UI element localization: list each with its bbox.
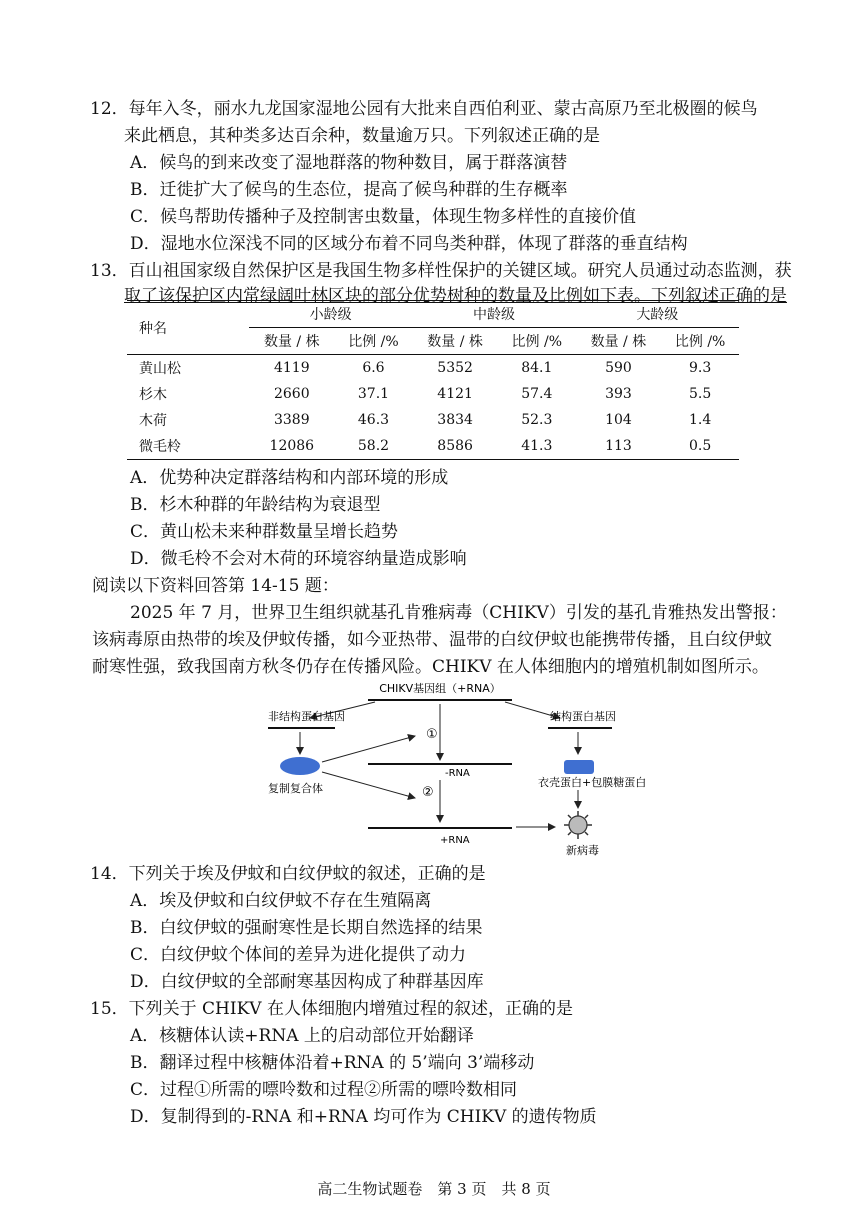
- table-sub-count: 数量 / 株: [576, 328, 662, 355]
- table-cell: 104: [605, 412, 632, 428]
- table-cell: 4121: [437, 386, 473, 402]
- q12-option-c: C．候鸟帮助传播种子及控制害虫数量，体现生物多样性的直接价值: [130, 207, 637, 227]
- table-row: [127, 381, 739, 407]
- table-cell: 3834: [437, 412, 473, 428]
- table-cell: 84.1: [521, 360, 553, 376]
- q12-option-d: D．湿地水位深浅不同的区域分布着不同鸟类种群，体现了群落的垂直结构: [130, 234, 688, 254]
- pos-rna-label: +RNA: [440, 835, 470, 846]
- table-cell: 52.3: [521, 412, 553, 428]
- table-row: [127, 433, 739, 460]
- q14-stem: 14．下列关于埃及伊蚊和白纹伊蚊的叙述，正确的是: [90, 864, 486, 884]
- reading-para-line1: 2025 年 7 月，世界卫生组织就基孔肯雅病毒（CHIKV）引发的基孔肯雅热发出警报：: [130, 603, 787, 623]
- table-cell: 9.3: [688, 360, 712, 376]
- table-cell: 41.3: [498, 433, 576, 460]
- q13-stem-line1: 13．百山祖国家级自然保护区是我国生物多样性保护的关键区域。研究人员通过动态监测，获: [90, 261, 792, 281]
- table-sub-ratio: 比例 /%: [661, 328, 739, 355]
- table-cell: 57.4: [521, 386, 553, 402]
- q13-option-a: A．优势种决定群落结构和内部环境的形成: [130, 468, 449, 488]
- neg-rna-label: -RNA: [445, 768, 470, 779]
- table-sub-count: 数量 / 株: [249, 328, 335, 355]
- table-cell: 37.1: [357, 386, 390, 402]
- arrow-step1: [322, 736, 415, 762]
- q13-stem-line2: 取了该保护区内常绿阔叶林区块的部分优势树种的数量及比例如下表。下列叙述正确的是: [124, 286, 787, 306]
- reading-para-line2: 该病毒原由热带的埃及伊蚊传播，如今亚热带、温带的白纹伊蚊也能携带传播，且白纹伊蚊: [92, 630, 772, 650]
- table-cell: 5352: [437, 360, 473, 376]
- table-group-middle: 中龄级: [412, 301, 575, 328]
- table-header-name: 种名: [127, 301, 249, 355]
- q13-option-d: D．微毛柃不会对木荷的环境容纳量造成影响: [130, 549, 467, 569]
- table-sub-count: 数量 / 株: [412, 328, 498, 355]
- step1-label: ①: [426, 727, 438, 742]
- capsid-label: 衣壳蛋白+包膜糖蛋白: [538, 776, 647, 789]
- table-cell: 2660: [273, 386, 310, 402]
- table-cell: 0.5: [661, 433, 739, 460]
- q12-option-a: A．候鸟的到来改变了湿地群落的物种数目，属于群落演替: [130, 153, 568, 173]
- table-cell: 393: [605, 386, 632, 402]
- reading-intro: 阅读以下资料回答第 14-15 题：: [92, 576, 339, 596]
- step2-label: ②: [422, 785, 434, 800]
- arrow-step2: [322, 772, 415, 798]
- table-cell: 黄山松: [139, 361, 181, 377]
- q12-stem-line2: 来此栖息，其种类多达百余种，数量逾万只。下列叙述正确的是: [124, 126, 600, 146]
- page-footer: 高二生物试题卷 第 3 页 共 8 页: [317, 1180, 551, 1198]
- table-sub-ratio: 比例 /%: [498, 328, 576, 355]
- table-sub-ratio: 比例 /%: [335, 328, 413, 355]
- q15-stem: 15．下列关于 CHIKV 在人体细胞内增殖过程的叙述，正确的是: [90, 999, 573, 1019]
- table-cell: 5.5: [688, 386, 712, 402]
- q12-option-b: B．迁徙扩大了候鸟的生态位，提高了候鸟种群的生存概率: [130, 180, 568, 200]
- new-virus-icon: [564, 811, 592, 839]
- q12-stem-line1: 12．每年入冬，丽水九龙国家湿地公园有大批来自西伯利亚、蒙古高原乃至北极圈的候鸟: [90, 99, 758, 119]
- q15-option-b: B．翻译过程中核糖体沿着+RNA 的 5’端向 3’端移动: [130, 1053, 535, 1073]
- tree-age-table: [127, 300, 739, 460]
- q14-option-b: B．白纹伊蚊的强耐寒性是长期自然选择的结果: [130, 918, 483, 938]
- table-cell: 113: [576, 433, 662, 460]
- struct-gene-label: 结构蛋白基因: [550, 710, 616, 723]
- q14-option-a: A．埃及伊蚊和白纹伊蚊不存在生殖隔离: [130, 891, 432, 911]
- replication-complex-shape: [280, 757, 320, 775]
- genome-label: CHIKV基因组（+RNA）: [379, 682, 501, 695]
- table-cell: 46.3: [357, 412, 390, 428]
- table-group-old: 大龄级: [576, 301, 739, 328]
- table-cell: 木荷: [139, 413, 167, 429]
- q15-option-a: A．核糖体认读+RNA 上的启动部位开始翻译: [130, 1026, 474, 1046]
- table-group-young: 小龄级: [249, 301, 412, 328]
- table-cell: 8586: [412, 433, 498, 460]
- nonstruct-gene-label: 非结构蛋白基因: [268, 710, 345, 723]
- q14-option-c: C．白纹伊蚊个体间的差异为进化提供了动力: [130, 945, 467, 965]
- q13-option-b: B．杉木种群的年龄结构为衰退型: [130, 495, 381, 515]
- table-cell: 590: [605, 360, 632, 376]
- capsid-shape: [564, 760, 594, 774]
- q14-option-d: D．白纹伊蚊的全部耐寒基因构成了种群基因库: [130, 972, 484, 992]
- q13-option-c: C．黄山松未来种群数量呈增长趋势: [130, 522, 399, 542]
- table-row: [127, 355, 739, 382]
- reading-para-line3: 耐寒性强，致我国南方秋冬仍存在传播风险。CHIKV 在人体细胞内的增殖机制如图所示。: [92, 657, 769, 677]
- table-cell: 微毛柃: [127, 433, 249, 460]
- q15-option-d: D．复制得到的-RNA 和+RNA 均可作为 CHIKV 的遗传物质: [130, 1107, 597, 1127]
- table-cell: 杉木: [139, 387, 167, 403]
- table-cell: 4119: [273, 360, 310, 376]
- table-cell: 3389: [273, 412, 310, 428]
- new-virus-label: 新病毒: [566, 844, 599, 857]
- table-row: [127, 407, 739, 433]
- table-cell: 6.6: [362, 360, 385, 376]
- q15-option-c: C．过程①所需的嘌呤数和过程②所需的嘌呤数相同: [130, 1080, 518, 1100]
- complex-label: 复制复合体: [268, 782, 323, 795]
- table-cell: 1.4: [688, 412, 712, 428]
- table-cell: 58.2: [335, 433, 413, 460]
- table-cell: 12086: [249, 433, 335, 460]
- chikv-replication-diagram: [240, 680, 660, 860]
